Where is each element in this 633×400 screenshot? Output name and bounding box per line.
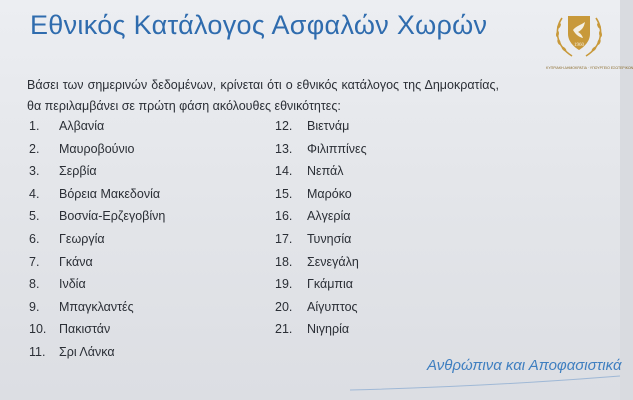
item-number: 6. [29,231,40,246]
list-item [275,115,367,138]
list-item [29,296,165,319]
country-name: Γεωργία [59,231,105,246]
list-item [29,273,165,296]
item-number: 1. [29,119,40,133]
list-item [275,138,367,161]
country-name: Φιλιππίνες [307,141,367,156]
list-item [275,318,367,341]
item-number: 18. [275,254,293,269]
item-number: 16. [275,209,293,224]
country-name: Γκάμπια [307,277,354,292]
country-name: Νιγηρία [307,322,350,337]
list-item [29,160,165,183]
country-name: Βοσνία-Ερζεγοβίνη [59,209,166,224]
item-number: 13. [275,141,293,156]
list-item [275,251,367,274]
country-list-left [29,115,165,364]
country-list-right [275,115,367,341]
intro-text: Βάσει των σημερινών δεδομένων, κρίνεται ότι ο εθνικός κατάλογος της Δημοκρατίας, θα περιλαμβάνει σε πρώτη φάση ακόλουθες εθνικότητες: [27,78,499,113]
slide-title: Εθνικός Κατάλογος Ασφαλών Χωρών [30,10,488,40]
item-number: 15. [275,186,293,201]
list-item [29,115,165,138]
item-number: 20. [275,299,293,314]
item-number: 19. [275,277,293,292]
item-number: 2. [29,141,40,156]
country-name: Νεπάλ [307,164,344,179]
list-item [29,183,165,206]
country-name: Τυνησία [307,231,352,246]
country-name: Βιετνάμ [307,119,350,133]
list-item [275,160,367,183]
country-name: Αλγερία [307,209,351,224]
country-name: Μαρόκο [307,186,352,201]
country-name: Αίγυπτος [307,299,358,314]
item-number: 12. [275,119,293,133]
list-item [29,318,165,341]
country-name: Μπαγκλαντές [59,299,134,314]
item-number: 17. [275,231,293,246]
list-item [275,183,367,206]
item-number: 11. [29,344,46,359]
country-name: Ινδία [59,277,86,292]
svg-text:1960: 1960 [574,43,584,48]
country-name: Γκάνα [59,254,93,269]
list-item [275,205,367,228]
country-name: Σερβία [59,164,97,179]
list-item [29,251,165,274]
item-number: 7. [29,254,40,269]
item-number: 3. [29,164,40,179]
cyprus-republic-emblem-icon [548,4,610,66]
list-item [29,205,165,228]
item-number: 21. [275,322,293,337]
item-number: 14. [275,164,293,179]
list-item [29,138,165,161]
country-name: Σενεγάλη [307,254,359,269]
item-number: 4. [29,186,40,201]
country-name: Πακιστάν [59,322,111,337]
country-name: Βόρεια Μακεδονία [59,186,161,201]
country-name: Αλβανία [59,119,105,133]
item-number: 10. [29,322,47,337]
country-name: Μαυροβούνιο [59,141,135,156]
country-name: Σρι Λάνκα [59,344,115,359]
list-item [275,273,367,296]
footer-swoosh-line [350,374,620,394]
item-number: 5. [29,209,40,224]
footer-motto: Ανθρώπινα και Αποφασιστικά [427,357,622,374]
list-item [275,228,367,251]
list-item [275,296,367,319]
item-number: 9. [29,299,40,314]
item-number: 8. [29,277,40,292]
list-item [29,228,165,251]
list-item [29,341,165,364]
emblem-caption: ΚΥΠΡΙΑΚΗ ΔΗΜΟΚΡΑΤΙΑ · ΥΠΟΥΡΓΕΙΟ ΕΣΩΤΕΡΙΚΩΝ [546,66,633,70]
